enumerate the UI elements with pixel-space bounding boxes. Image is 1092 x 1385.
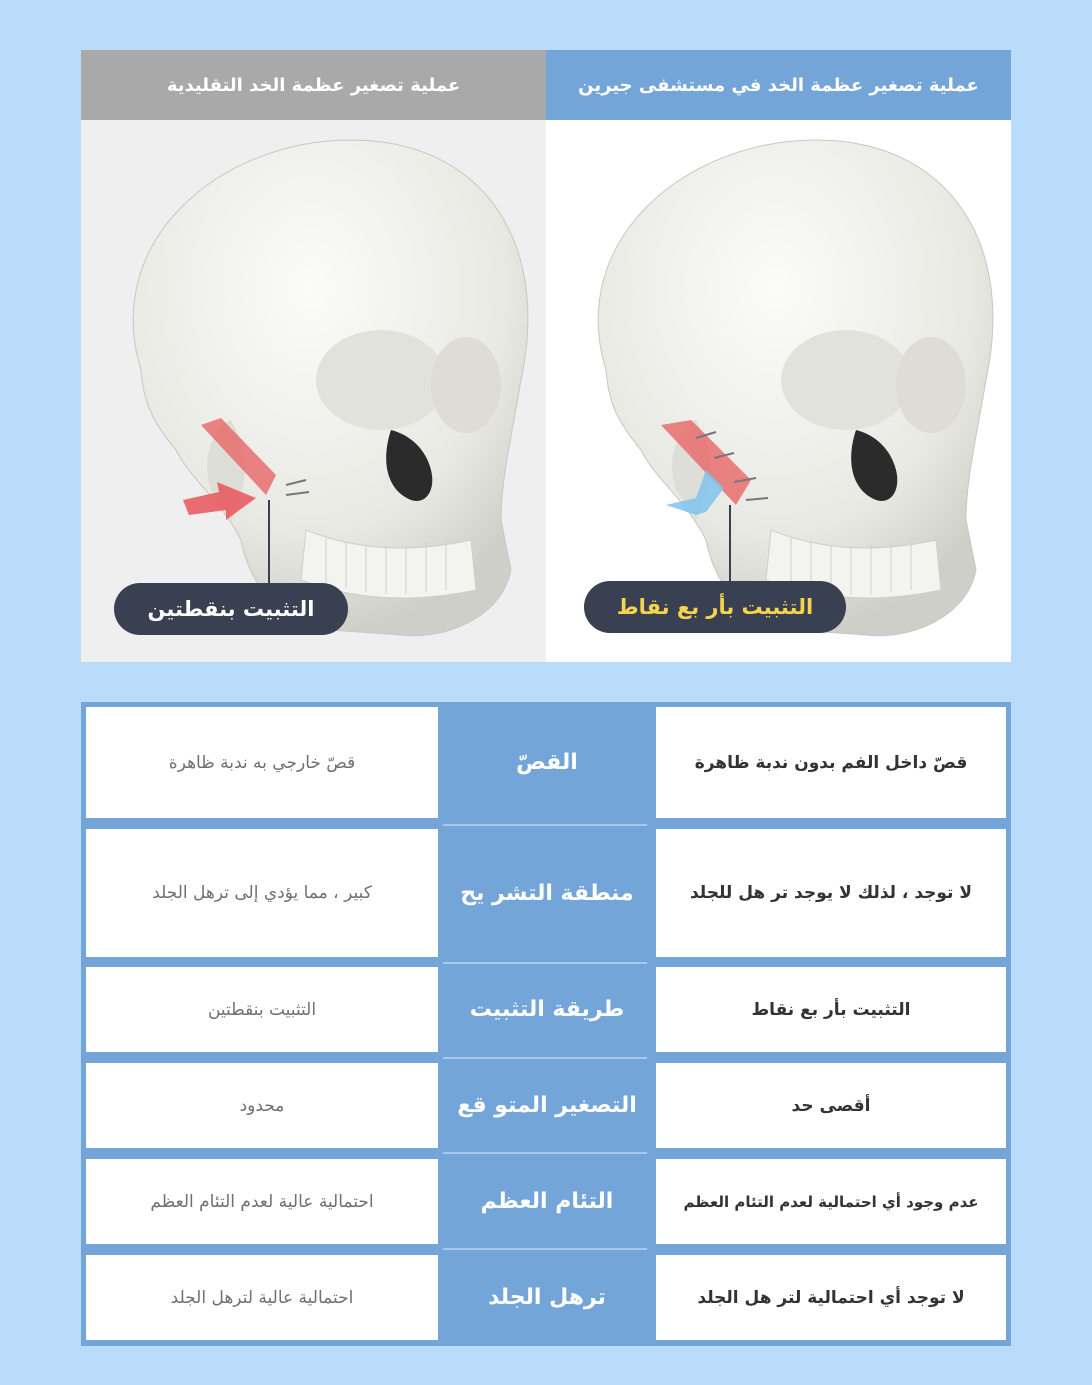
traditional-cell-fixation: التثبيت بنقطتين <box>86 967 438 1052</box>
traditional-panel <box>81 50 546 662</box>
comparison-table <box>81 702 1011 1346</box>
row-divider <box>443 1248 647 1250</box>
row-divider <box>443 1152 647 1154</box>
jireh-cell-bone-union: عدم وجود أي احتمالية لعدم التئام العظم <box>656 1159 1006 1244</box>
skull-illustration-traditional <box>81 120 546 662</box>
jireh-cell-reduction: أقصى حد <box>656 1063 1006 1148</box>
traditional-cell-incision: قصّ خارجي به ندبة ظاهرة <box>86 707 438 818</box>
jireh-cell-incision: قصّ داخل الفم بدون ندبة ظاهرة <box>656 707 1006 818</box>
feature-skin-sagging: ترهل الجلد <box>488 1285 606 1310</box>
row-divider <box>443 824 647 826</box>
jireh-panel <box>546 50 1011 662</box>
feature-dissection: منطقة التشر يح <box>460 880 634 906</box>
jireh-cell-dissection: لا توجد ، لذلك لا يوجد تر هل للجلد <box>656 829 1006 957</box>
four-point-fixation-label: التثبيت بأر بع نقاط <box>584 581 846 633</box>
traditional-title: عملية تصغير عظمة الخد التقليدية <box>81 50 546 120</box>
skull-shape <box>133 140 528 636</box>
jireh-title: عملية تصغير عظمة الخد في مستشفى جيرين <box>546 50 1011 120</box>
two-point-fixation-label: التثبيت بنقطتين <box>114 583 348 635</box>
comparison-figure <box>81 50 1011 662</box>
traditional-cell-bone-union: احتمالية عالية لعدم التئام العظم <box>86 1159 438 1244</box>
row-divider <box>443 962 647 964</box>
feature-incision: القصّ <box>516 750 578 775</box>
jireh-cell-fixation: التثبيت بأر بع نقاط <box>656 967 1006 1052</box>
jireh-cell-skin-sagging: لا توجد أي احتمالية لتر هل الجلد <box>656 1255 1006 1340</box>
traditional-cell-skin-sagging: احتمالية عالية لترهل الجلد <box>86 1255 438 1340</box>
feature-bone-union: التئام العظم <box>480 1189 614 1214</box>
traditional-cell-reduction: محدود <box>86 1063 438 1148</box>
row-divider <box>443 1057 647 1059</box>
feature-reduction: التصغير المتو قع <box>457 1093 637 1118</box>
feature-fixation: طريقة التثبيت <box>469 997 625 1022</box>
traditional-cell-dissection: كبير ، مما يؤدي إلى ترهل الجلد <box>86 829 438 957</box>
skull-shape <box>598 140 993 636</box>
